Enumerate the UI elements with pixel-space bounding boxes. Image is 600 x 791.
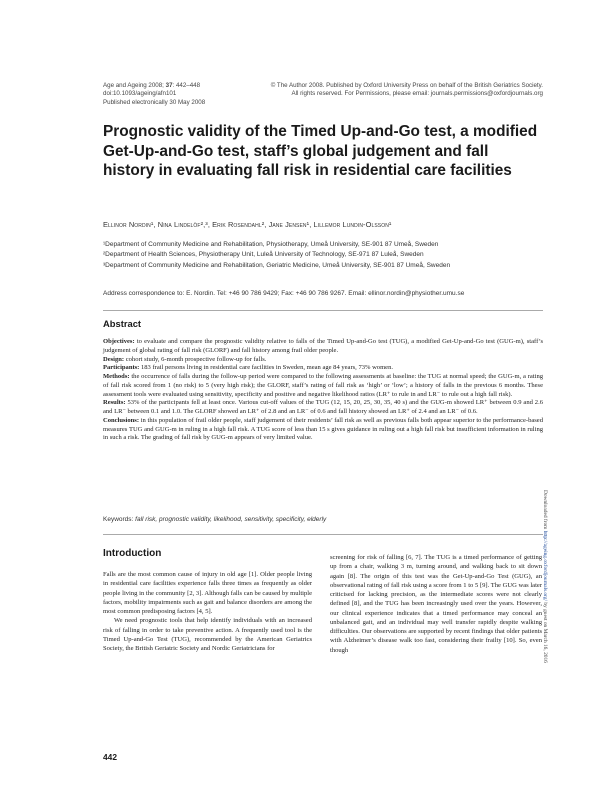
results-label: Results:	[103, 399, 126, 407]
article-title: Prognostic validity of the Timed Up-and-Go test, a modified Get-Up-and-Go test, staff’s global judgement and fall history in evaluating fall risk in residential care facilities	[103, 123, 538, 180]
abstract-objectives	[103, 338, 543, 356]
copyright-line-2: All rights reserved. For Permissions, please email: journals.permissions@oxfordjournals.org	[291, 90, 543, 98]
intro-paragraph-3: screening for risk of falling [6, 7]. The TUG is a timed performance of getting up from a chair, walking 3 m, turning around, and walking back to sit down again [8]. The origin of this test was the Get-Up-and-Go Test (GUG), an observational rating of fall risk using a score from 1 to 5 [9]. The GUG was later criticised for lacking precision, as the intermediate scores were not clearly defined [8], and the TUG has been increasingly used over the years. However, our clinical experience indicates that a timed performance may conceal an unbalanced gait, and an individual may well transfer rapidly despite walking difficulties. Our observations are supported by recent findings that older patients with Alzheimer’s disease walk too fast, considering their frailty [10]. So, even though	[330, 554, 542, 654]
doi[interactable]: doi:10.1093/ageing/afn101	[103, 90, 177, 98]
divider-bottom	[103, 534, 543, 535]
page-number: 442	[103, 752, 117, 762]
participants-text: 183 frail persons living in residential care facilities in Sweden, mean age 84 years, 73% women.	[139, 364, 393, 372]
abstract-body	[103, 338, 543, 443]
published-date: Published electronically 30 May 2008	[103, 98, 206, 106]
results-text: 53% of the participants fell at least once. Various cut-off values of the TUG (12, 15, 20, 25, 30, 35, 40 s) and the GUG-m showed LR⁺ between 0.9 and 2.6 and LR⁻ between 0.1 and 1.0. The GLORF showed an LR⁺ of 2.8 and an LR⁻ of 0.6 and fall history showed an LR⁺ of 2.4 and an LR⁻ of 0.6.	[103, 399, 543, 415]
intro-paragraph-2: We need prognostic tools that help identify individuals with an increased risk of falling in order to take preventive action. A frequently used tool is the Timed Up-and-Go Test (TUG), recommended by the American Geriatrics Society, the British Geriatric Society and Nordic Geriatricians for	[103, 617, 312, 652]
keywords-text: fall risk, prognostic validity, likelihood, sensitivity, specificity, elderly	[133, 516, 327, 523]
affiliations	[103, 240, 450, 271]
download-note	[542, 490, 548, 663]
download-note-suffix: by guest on March 16, 2016	[542, 601, 548, 663]
methods-label: Methods:	[103, 373, 130, 380]
design-text: cohort study, 6-month prospective follow-up for falls.	[124, 355, 267, 363]
methods-text: the occurrence of falls during the follow-up period were compared to the following assessments at baseline: the TUG at normal speed; the GUG-m, a rating of fall risk scored from 1 (no risk) to 5 (very high risk); the GLORF, staff’s rating of fall risk as ‘high’ or ‘low’; a history of falls in the previous 6 months. These assessment tools were evaluated using sensitivity, specificity and positive and negative likelihood ratios (LR⁺ to rule in and LR⁻ to rule out a high fall risk).	[103, 373, 543, 398]
abstract-design	[103, 356, 543, 365]
introduction-left-column	[103, 570, 312, 653]
introduction-heading: Introduction	[103, 548, 162, 559]
affiliation-2: ²Department of Health Sciences, Physiotherapy Unit, Luleå University of Technology, SE-971 87 Luleå, Sweden	[103, 251, 424, 259]
download-note-prefix: Downloaded from	[542, 490, 548, 531]
abstract-participants	[103, 364, 543, 373]
design-label: Design:	[103, 355, 125, 363]
correspondence: Address correspondence to: E. Nordin. Tel: +46 90 786 9429; Fax: +46 90 786 9267. Email: ellinor.nordin@physiother.umu.se	[103, 290, 465, 297]
journal-citation	[103, 82, 205, 107]
abstract-results	[103, 399, 543, 417]
affiliation-1: ¹Department of Community Medicine and Rehabilitation, Physiotherapy, Umeå University, SE-901 87 Umeå, Sweden	[103, 241, 439, 248]
conclusions-label: Conclusions:	[103, 416, 140, 424]
journal-name: Age and Ageing 2008;	[103, 82, 166, 89]
author-list: Ellinor Nordin¹, Nina Lindelöf²,³, Erik Rosendahl², Jane Jensen¹, Lillemor Lundin-Olsson¹	[103, 220, 392, 229]
keywords	[103, 516, 326, 523]
copyright-line-1: © The Author 2008. Published by Oxford University Press on behalf of the British Geriatrics Society.	[270, 82, 543, 89]
abstract-heading: Abstract	[103, 318, 142, 329]
download-note-link[interactable]: http://ageing.oxfordjournals.org/	[542, 530, 548, 602]
intro-paragraph-1: Falls are the most common cause of injury in old age [1]. Older people living in residential care facilities experience falls three times as frequently as older people living in the community [2, 3]. Although falls can be caused by multiple factors, mobility impairments such as gait and balance disorders are among the most common predisposing factors [4, 5].	[103, 571, 312, 615]
affiliation-3: ³Department of Community Medicine and Rehabilitation, Geriatric Medicine, Umeå University, SE-901 87 Umeå, Sweden	[103, 261, 451, 269]
participants-label: Participants:	[103, 364, 140, 372]
copyright-notice	[271, 82, 543, 99]
journal-pages: : 442–448	[172, 82, 201, 89]
divider-top	[103, 310, 543, 311]
abstract-methods	[103, 373, 543, 399]
introduction-right-column	[330, 553, 542, 655]
conclusions-text: in this population of frail older people, staff judgement of their residents’ fall risk as well as previous falls both appear superior to the performance-based measures TUG and GUG-m in ruling in a high fall risk. A TUG score of less than 15 s gives guidance in ruling out a high fall risk but insufficient information in ruling in such a risk. The grading of fall risk by GUG-m appears of very limited value.	[103, 416, 543, 442]
objectives-text: to evaluate and compare the prognostic validity relative to falls of the Timed Up-and-Go test (TUG), a modified Get-Up-and-Go test (GUG-m), staff’s judgement of global rating of fall risk (GLORF) and fall history among frail older people.	[103, 338, 543, 354]
objectives-label: Objectives:	[103, 338, 135, 345]
keywords-label: Keywords:	[103, 516, 134, 523]
abstract-conclusions	[103, 417, 543, 443]
journal-volume: 37	[165, 82, 173, 89]
